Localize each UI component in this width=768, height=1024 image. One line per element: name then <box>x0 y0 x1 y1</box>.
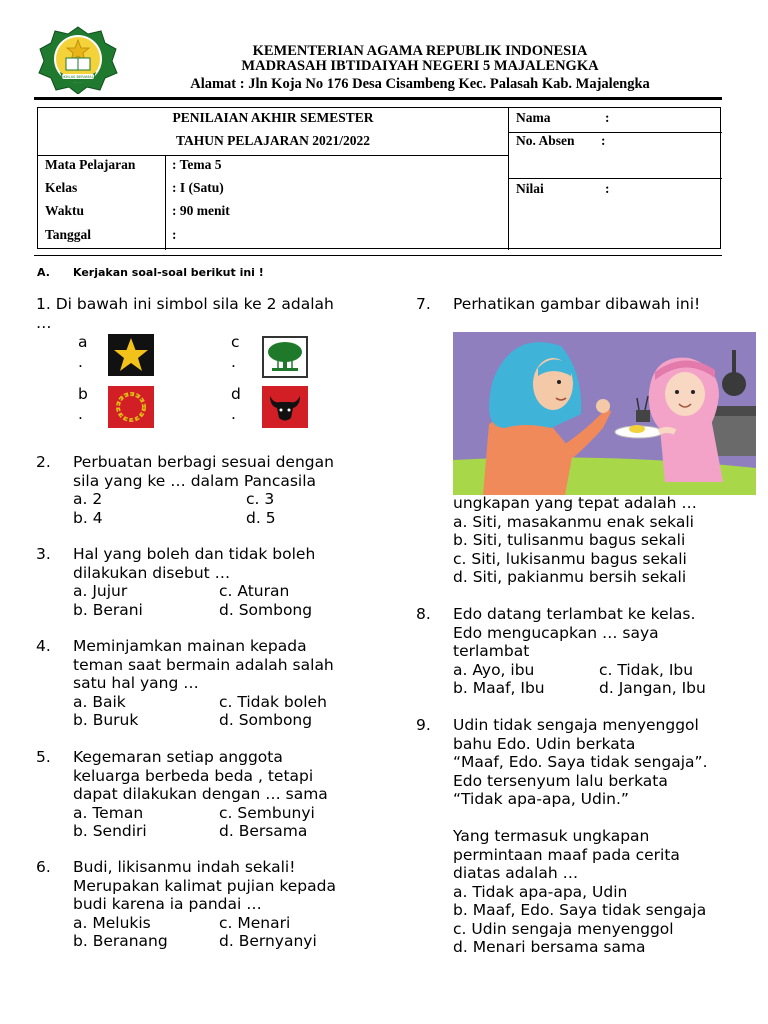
option-c[interactable]: c. Menari <box>219 913 291 932</box>
option-a[interactable]: a. Jujur <box>73 582 128 600</box>
banyan-tree-icon <box>262 336 308 378</box>
question-text: Edo datang terlambat ke kelas. <box>453 605 696 623</box>
option-d[interactable]: d. Sombong <box>219 711 313 729</box>
q1-option-b-letter[interactable]: b . <box>78 385 88 423</box>
option-d[interactable]: d. Menari bersama sama <box>453 938 646 956</box>
blank-line <box>416 809 756 828</box>
option-a[interactable]: a. Baik <box>73 692 126 711</box>
question-text: Yang termasuk ungkapan <box>453 827 650 845</box>
question-text: “Tidak apa-apa, Udin.” <box>453 790 629 808</box>
table-divider <box>165 155 166 250</box>
question-text: Edo mengucapkan … saya <box>453 623 659 642</box>
option-d[interactable]: d. Bernyanyi <box>219 932 317 950</box>
question-1 <box>36 295 334 332</box>
question-text: Udin tidak sengaja menyenggol <box>453 716 699 734</box>
q1-option-c-letter[interactable]: c . <box>231 333 240 371</box>
question-text: sila yang ke … dalam Pancasila <box>73 471 317 490</box>
question-text: budi karena ia pandai … <box>73 895 262 913</box>
option-c[interactable]: c. Tidak boleh <box>219 692 327 711</box>
nama-field[interactable]: : <box>605 110 610 125</box>
option-b[interactable]: b. Sendiri <box>73 822 147 840</box>
question-text: terlambat <box>453 642 530 660</box>
exam-year: TAHUN PELAJARAN 2021/2022 <box>175 133 370 148</box>
question-text: teman saat bermain adalah salah <box>73 655 334 674</box>
school-name: MADRASAH IBTIDAIYAH NEGERI 5 MAJALENGKA <box>241 58 599 74</box>
question-3 <box>36 545 376 619</box>
absen-label: No. Absen <box>516 133 575 148</box>
logo-ribbon-text: IKHLAS BERAMAL <box>62 75 94 79</box>
option-b[interactable]: b. Berani <box>73 600 143 619</box>
question-text: bahu Edo. Udin berkata <box>453 734 636 753</box>
option-c[interactable]: c. Udin sengaja menyenggol <box>453 919 674 938</box>
mother-praising-daughter-cooking-picture <box>453 332 756 495</box>
option-a[interactable]: a. Ayo, ibu <box>453 660 535 679</box>
question-number: 2. <box>36 453 51 471</box>
question-4 <box>36 637 376 730</box>
question-text: dilakukan disebut … <box>73 563 231 582</box>
section-heading <box>37 266 264 279</box>
option-c[interactable]: c. Sembunyi <box>219 803 315 822</box>
kelas-label: Kelas <box>45 180 78 195</box>
option-d[interactable]: d. Jangan, Ibu <box>599 679 706 697</box>
question-text: Merupakan kalimat pujian kepada <box>73 876 336 895</box>
q1-option-d-letter[interactable]: d . <box>231 385 241 423</box>
question-8 <box>416 605 756 698</box>
table-divider <box>38 155 508 156</box>
option-c[interactable]: c. Aturan <box>219 582 290 600</box>
option-d[interactable]: d. Siti, pakianmu bersih sekali <box>453 568 687 586</box>
exam-title: PENILAIAN AKHIR SEMESTER <box>172 110 374 125</box>
question-text: permintaan maaf pada cerita <box>453 845 680 864</box>
option-d[interactable]: d. Bersama <box>219 822 308 840</box>
question-text: “Maaf, Edo. Saya tidak sengaja”. <box>453 753 708 771</box>
option-b[interactable]: b. 4 <box>73 508 103 527</box>
waktu-value: : 90 menit <box>172 203 230 218</box>
question-text: … <box>36 313 52 332</box>
question-text: Kegemaran setiap anggota <box>73 748 283 766</box>
question-7 <box>416 295 701 314</box>
school-address: Alamat : Jln Koja No 176 Desa Cisambeng Kec. Palasah Kab. Majalengka <box>190 76 650 92</box>
option-c[interactable]: c. Tidak, Ibu <box>599 660 694 679</box>
question-text: dapat dilakukan dengan … sama <box>73 785 328 803</box>
question-text: keluarga berbeda beda , tetapi <box>73 766 314 785</box>
question-text: Budi, likisanmu indah sekali! <box>73 858 296 876</box>
table-divider <box>508 178 722 179</box>
option-a[interactable]: a. 2 <box>73 490 103 508</box>
question-number: 9. <box>416 716 431 734</box>
question-text: Perhatikan gambar dibawah ini! <box>453 295 701 313</box>
identity-table <box>37 107 721 249</box>
question-5 <box>36 748 376 841</box>
question-number: 8. <box>416 605 431 623</box>
nilai-field[interactable]: : <box>605 181 610 196</box>
question-6 <box>36 858 376 951</box>
question-text: satu hal yang … <box>73 674 199 692</box>
question-number: 7. <box>416 295 431 313</box>
question-9 <box>416 716 756 957</box>
question-text: Hal yang boleh dan tidak boleh <box>73 545 316 563</box>
option-a[interactable]: a. Melukis <box>73 913 151 932</box>
section-letter: A. <box>37 266 50 279</box>
absen-field[interactable]: : <box>601 133 606 148</box>
question-2 <box>36 453 376 527</box>
option-b[interactable]: b. Buruk <box>73 711 139 729</box>
question-text: Di bawah ini simbol sila ke 2 adalah <box>55 295 334 313</box>
tanggal-value: : <box>172 227 177 242</box>
section-rule <box>34 255 722 256</box>
q1-option-a-letter[interactable]: a . <box>78 333 88 371</box>
question-text: diatas adalah … <box>453 864 579 882</box>
question-number: 6. <box>36 858 51 876</box>
option-b[interactable]: b. Beranang <box>73 932 168 950</box>
option-c[interactable]: c. 3 <box>246 490 275 508</box>
mapel-label: Mata Pelajaran <box>45 157 136 172</box>
option-a[interactable]: a. Siti, masakanmu enak sekali <box>453 512 694 531</box>
nama-label: Nama <box>516 110 551 125</box>
option-d[interactable]: d. 5 <box>246 508 276 527</box>
question-number: 4. <box>36 637 51 655</box>
mapel-value: : Tema 5 <box>172 157 222 172</box>
star-icon <box>108 334 154 376</box>
tanggal-label: Tanggal <box>45 227 92 242</box>
question-text: Perbuatan berbagi sesuai dengan <box>73 453 334 471</box>
option-b[interactable]: b. Siti, tulisanmu bagus sekali <box>453 531 686 549</box>
waktu-label: Waktu <box>45 203 85 218</box>
question-number: 3. <box>36 545 51 563</box>
question-7-body <box>453 494 697 587</box>
ministry-name: KEMENTERIAN AGAMA REPUBLIK INDONESIA <box>252 43 588 59</box>
section-instruction: Kerjakan soal-soal berikut ini ! <box>73 266 264 279</box>
question-text: ungkapan yang tepat adalah … <box>453 494 697 512</box>
option-c[interactable]: c. Siti, lukisanmu bagus sekali <box>453 549 687 568</box>
option-b[interactable]: b. Maaf, Edo. Saya tidak sengaja <box>453 901 707 919</box>
question-text: Edo tersenyum lalu berkata <box>453 771 668 790</box>
option-a[interactable]: a. Teman <box>73 803 144 822</box>
letterhead-rule <box>34 97 722 100</box>
nilai-label: Nilai <box>516 181 544 196</box>
option-d[interactable]: d. Sombong <box>219 600 313 619</box>
chain-icon <box>108 386 154 428</box>
question-text: Meminjamkan mainan kepada <box>73 637 307 655</box>
question-number: 1. <box>36 295 51 313</box>
kelas-value: : I (Satu) <box>172 180 224 195</box>
option-a[interactable]: a. Tidak apa-apa, Udin <box>453 882 628 901</box>
bull-head-icon <box>262 386 308 428</box>
option-b[interactable]: b. Maaf, Ibu <box>453 679 545 697</box>
question-number: 5. <box>36 748 51 766</box>
table-divider <box>508 108 509 250</box>
kemenag-emblem-icon <box>38 26 118 94</box>
